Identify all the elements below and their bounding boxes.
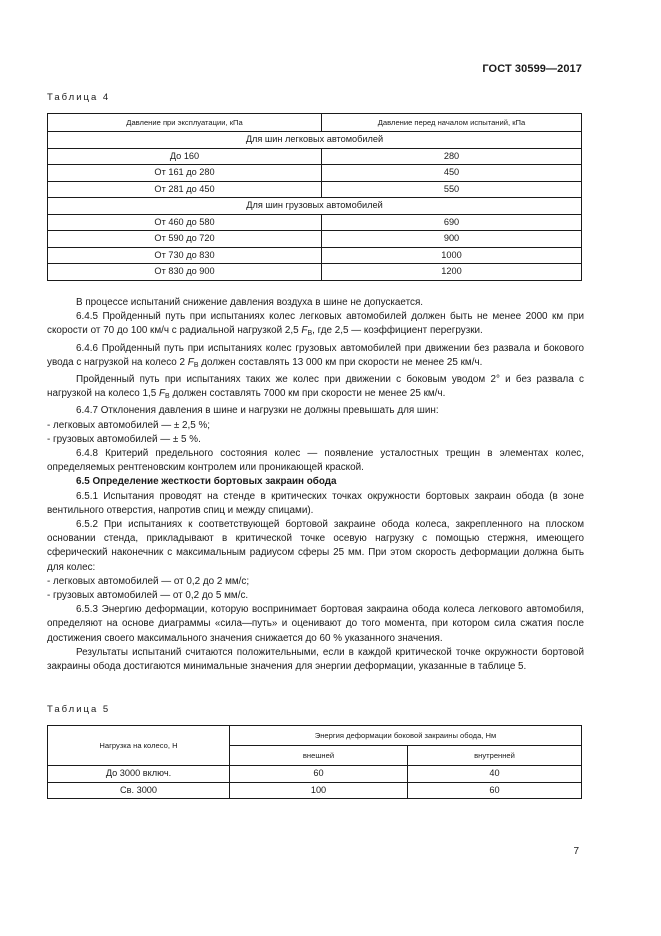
paragraph-6-4-6 xyxy=(47,342,584,373)
table5-outer-cell: 60 xyxy=(230,766,408,783)
text-span: 6.4.6 Пройденный путь при испытаниях колес грузовых автомобилей при движении без развала и бокового увода с нагрузкой на колесо 2 xyxy=(47,342,584,368)
table-row xyxy=(48,231,582,248)
table5-caption: Таблица 5 xyxy=(47,704,111,715)
paragraph-6-4-5 xyxy=(47,310,584,341)
list-item: - грузовых автомобилей — ± 5 %. xyxy=(47,433,201,445)
table4-range-cell: От 830 до 900 xyxy=(48,264,322,281)
table5 xyxy=(47,725,582,799)
force-subscript: B xyxy=(307,330,313,338)
force-subscript: B xyxy=(165,393,170,401)
text-span: должен составлять 7000 км при скорости не менее 25 км/ч. xyxy=(169,388,446,400)
section-heading-6-5: 6.5 Определение жесткости бортовых закраин обода xyxy=(76,476,337,488)
table5-col2-header: Энергия деформации боковой закраины обода, Нм xyxy=(230,726,582,746)
paragraph-6-5-1: 6.5.1 Испытания проводят на стенде в критических точках окружности бортовых закраин обода (в зоне вентильного отверстия, напротив спиц и между спицами). xyxy=(47,490,584,516)
table4-group-title: Для шин легковых автомобилей xyxy=(48,132,582,149)
table4-value-cell: 1000 xyxy=(322,247,582,264)
paragraph: Результаты испытаний считаются положительными, если в каждой критической точке окружности бортовой закраины обода достигаются минимальные значения для энергии деформации, указанные в таблице 5. xyxy=(47,646,584,673)
paragraph: В процессе испытаний снижение давления воздуха в шине не допускается. xyxy=(76,297,424,308)
table-row xyxy=(48,264,582,281)
table-header-row xyxy=(48,114,582,132)
force-subscript: B xyxy=(193,361,199,369)
table-row xyxy=(48,247,582,264)
table5-subheader-outer: внешней xyxy=(230,746,408,766)
page-number: 7 xyxy=(573,846,579,857)
body-text xyxy=(47,296,584,674)
table4-range-cell: От 161 до 280 xyxy=(48,165,322,182)
table5-subheader-inner: внутренней xyxy=(408,746,582,766)
table4-range-cell: От 281 до 450 xyxy=(48,181,322,198)
table4 xyxy=(47,113,582,281)
table4-range-cell: От 730 до 830 xyxy=(48,247,322,264)
table4-col1-header: Давление при эксплуатации, кПа xyxy=(48,114,322,132)
table5-outer-cell: 100 xyxy=(230,782,408,799)
paragraph-6-5-3: 6.5.3 Энергию деформации, которую воспринимает бортовая закраина обода колеса легкового автомобиля, определяют на основе диаграммы «сила—путь» и оценивают до того момента, при котором сила сжатия после достижения своего максимального значения снижается до 60 % указанного значения. xyxy=(47,604,584,644)
table4-value-cell: 1200 xyxy=(322,264,582,281)
table-row xyxy=(48,766,582,783)
text-span: 6.4.5 Пройденный путь при испытаниях колес легковых автомобилей должен быть не менее 2000 км при скорости от 70 до 100 км/ч с радиальной нагрузкой 2,5 xyxy=(47,311,584,337)
text-span: должен составлять 13 000 км при скорости не менее 25 км/ч. xyxy=(198,356,483,368)
list-item: - грузовых автомобилей — от 0,2 до 5 мм/с. xyxy=(47,590,249,602)
table5-inner-cell: 60 xyxy=(408,782,582,799)
table-group-row xyxy=(48,132,582,149)
table5-load-cell: Св. 3000 xyxy=(48,782,230,799)
table4-col2-header: Давление перед началом испытаний, кПа xyxy=(322,114,582,132)
table-row xyxy=(48,181,582,198)
document-code: ГОСТ 30599—2017 xyxy=(482,63,582,75)
table4-range-cell: От 590 до 720 xyxy=(48,231,322,248)
table-row xyxy=(48,165,582,182)
table5-col1-header: Нагрузка на колесо, Н xyxy=(48,726,230,766)
table4-value-cell: 280 xyxy=(322,148,582,165)
table5-load-cell: До 3000 включ. xyxy=(48,766,230,783)
table5-inner-cell: 40 xyxy=(408,766,582,783)
list-item: - легковых автомобилей — от 0,2 до 2 мм/с; xyxy=(47,575,250,587)
table4-range-cell: До 160 xyxy=(48,148,322,165)
table4-value-cell: 690 xyxy=(322,214,582,231)
table4-range-cell: От 460 до 580 xyxy=(48,214,322,231)
table4-value-cell: 550 xyxy=(322,181,582,198)
force-symbol: F xyxy=(158,388,166,400)
list-item: - легковых автомобилей — ± 2,5 %; xyxy=(47,419,211,431)
text-span: Пройденный путь при испытаниях таких же колес при движении с боковым уводом 2° и без развала с нагрузкой на колесо 1,5 xyxy=(47,374,584,400)
table-group-row xyxy=(48,198,582,215)
paragraph-6-4-8: 6.4.8 Критерий предельного состояния колес — появление усталостных трещин в элементах колес, определяемых рентгеновским контролем или проникающей краской. xyxy=(47,448,584,474)
text-span: , где 2,5 — коэффициент перегрузки. xyxy=(312,325,483,337)
table4-value-cell: 900 xyxy=(322,231,582,248)
paragraph-6-4-7: 6.4.7 Отклонения давления в шине и нагрузки не должны превышать для шин: xyxy=(76,405,439,417)
table-row xyxy=(48,148,582,165)
paragraph xyxy=(47,373,584,404)
force-symbol: F xyxy=(301,325,308,337)
table-row xyxy=(48,782,582,799)
paragraph-6-5-2: 6.5.2 При испытаниях к соответствующей бортовой закраине обода колеса, закрепленного на плоском основании стенда, прикладывают в критической точке осевую нагрузку с помощью стержня, имеющего сферический наконечник с максимальным радиусом сферы 25 мм. При этом скорость деформации должна быть для колес: xyxy=(47,519,584,573)
table4-group-title: Для шин грузовых автомобилей xyxy=(48,198,582,215)
table-row xyxy=(48,214,582,231)
force-symbol: F xyxy=(187,356,194,368)
table4-value-cell: 450 xyxy=(322,165,582,182)
table4-caption: Таблица 4 xyxy=(47,92,111,103)
table-header-row xyxy=(48,726,582,746)
